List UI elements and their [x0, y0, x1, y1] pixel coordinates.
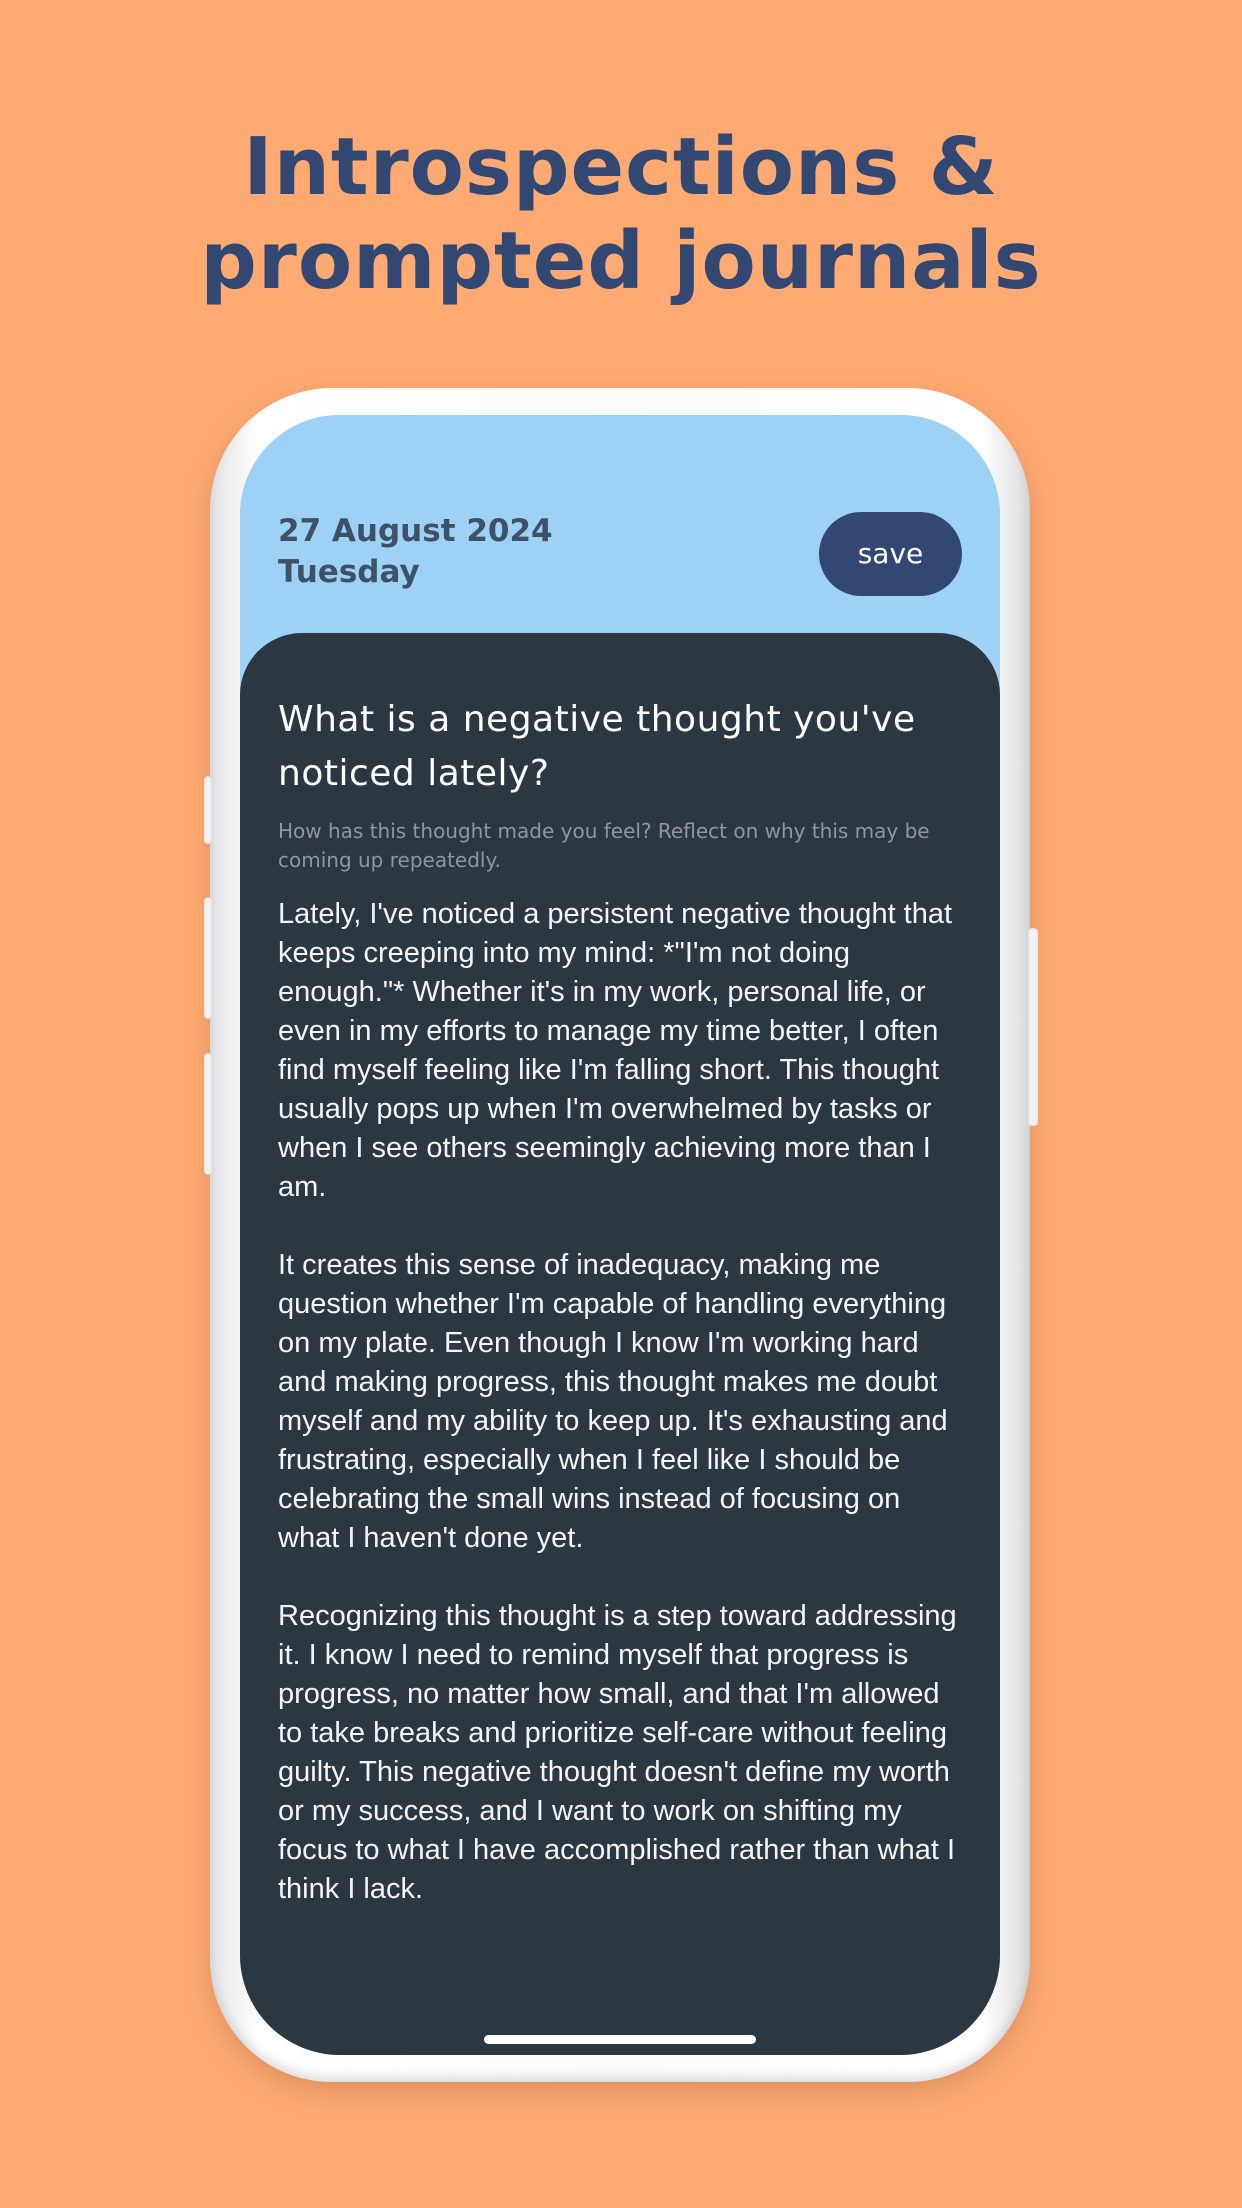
phone-side-button-volume-up: [204, 897, 212, 1019]
prompt-title: What is a negative thought you've noticed lately?: [278, 699, 916, 794]
entry-weekday: Tuesday: [278, 554, 420, 590]
journal-entry-text[interactable]: [278, 895, 968, 1948]
phone-side-button-action: [204, 776, 212, 844]
entry-paragraph: It creates this sense of inadequacy, making me question whether I'm capable of handling everything on my plate. Even though I know I'm working hard and making progress, this thought makes me doubt myself and my ability to keep up. It's exhausting and frustrating, especially when I feel like I should be celebrating the small wins instead of focusing on what I haven't done yet.: [278, 1249, 948, 1554]
phone-side-button-power: [1028, 928, 1038, 1126]
headline-line-2: prompted journals: [200, 215, 1042, 307]
entry-paragraph: Recognizing this thought is a step toward addressing it. I know I need to remind myself that progress is progress, no matter how small, and that I'm allowed to take breaks and prioritize self-care without feeling guilty. This negative thought doesn't define my worth or my success, and I want to work on shifting my focus to what I have accomplished rather than what I think I lack.: [278, 1600, 957, 1905]
entry-paragraph: Lately, I've noticed a persistent negative thought that keeps creeping into my mind: *"I'm not doing enough."* Whether it's in my work, personal life, or even in my efforts to manage my time better, I often find myself feeling like I'm falling short. This thought usually pops up when I'm overwhelmed by tasks or when I see others seemingly achieving more than I am.: [278, 898, 953, 1203]
headline-line-1: Introspections &: [243, 121, 999, 213]
prompt-subtitle: How has this thought made you feel? Reflect on why this may be coming up repeatedly.: [278, 819, 930, 872]
marketing-headline: [0, 120, 1242, 308]
home-indicator[interactable]: [484, 2035, 756, 2044]
journal-header: [240, 415, 1000, 660]
journal-card: [240, 633, 1000, 2055]
phone-side-button-volume-down: [204, 1053, 212, 1175]
save-button[interactable]: save: [819, 512, 962, 596]
entry-date: 27 August 2024: [278, 513, 553, 549]
phone-screen: [240, 415, 1000, 2055]
